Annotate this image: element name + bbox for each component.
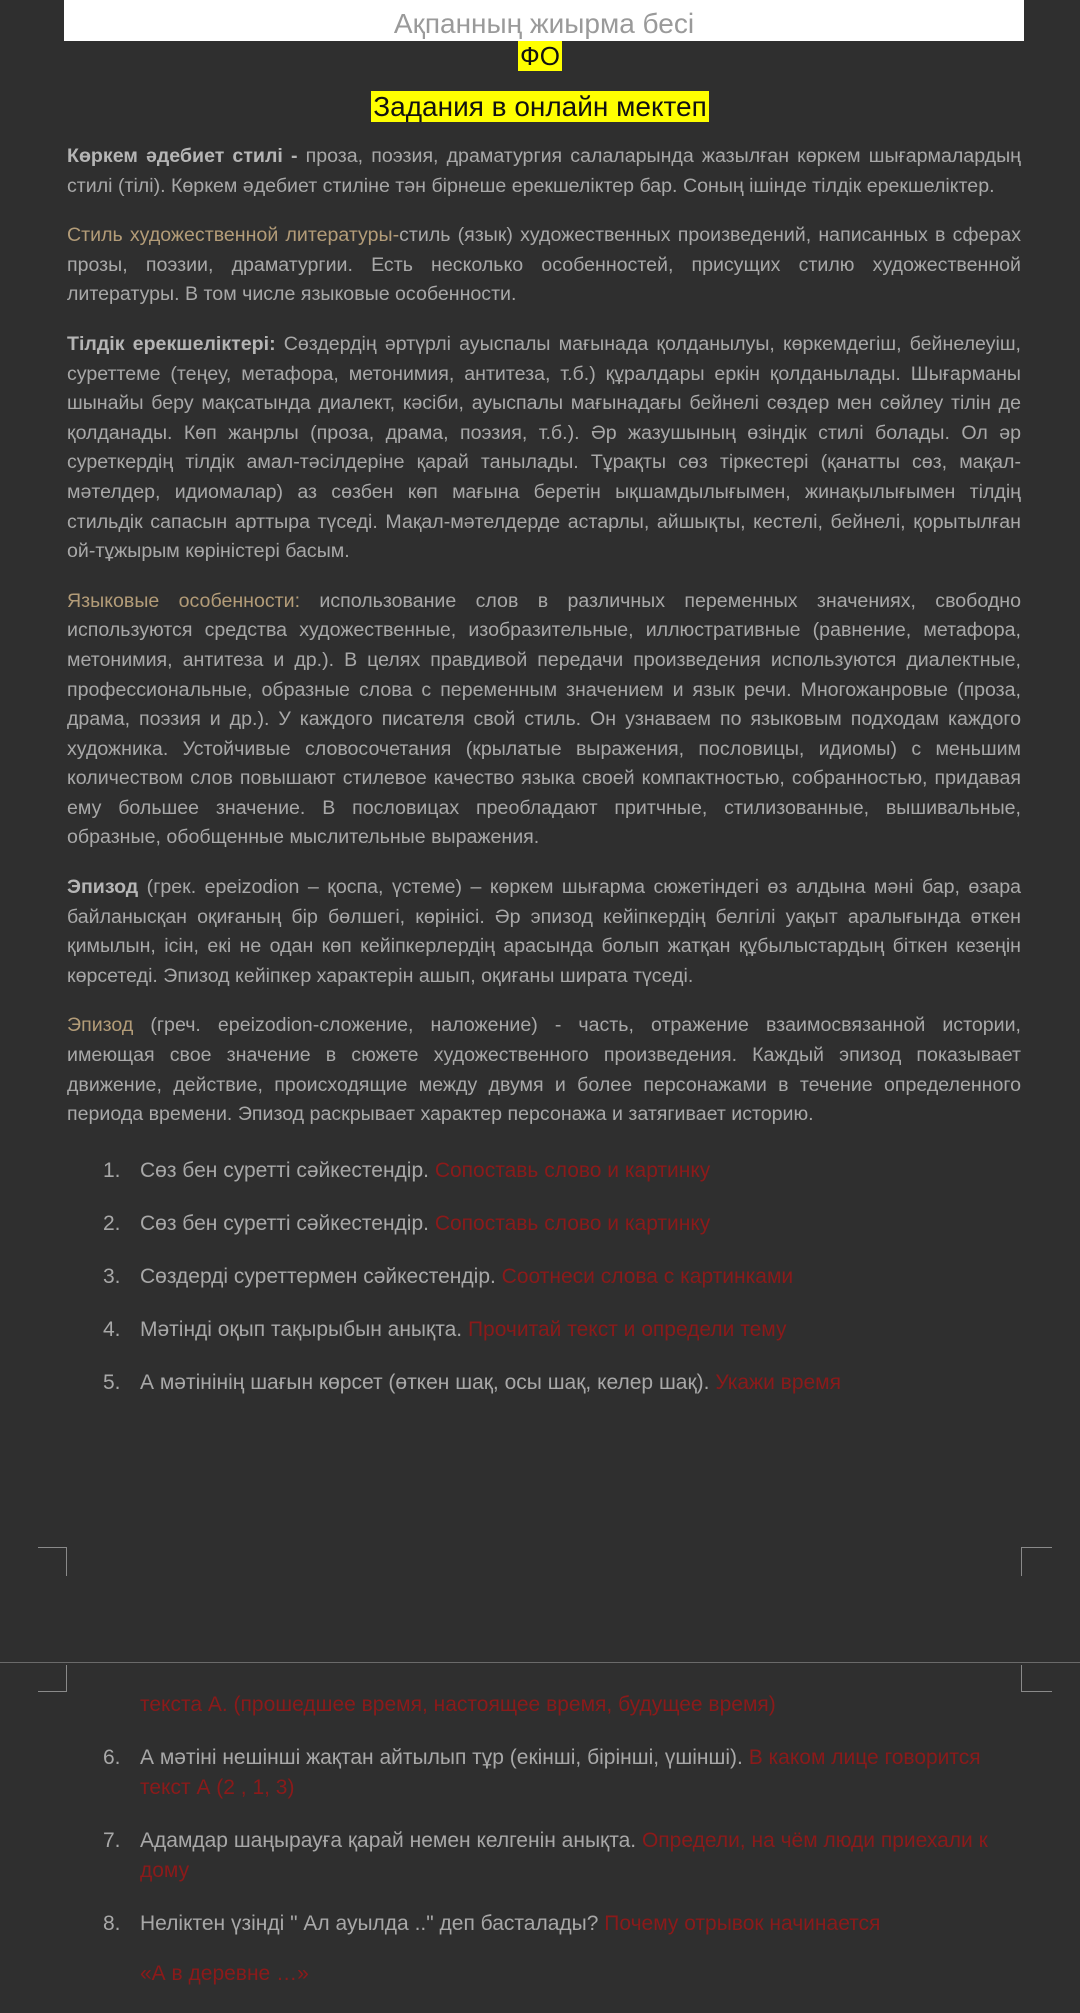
task-item: 4. Мәтінді оқып тақырыбын анықта. Прочитай текст и определи тему: [103, 1317, 787, 1341]
page-margin-corner: [38, 1665, 67, 1692]
task-list-continued: [67, 1743, 1021, 1939]
task-item: 3. Сөздерді суреттермен сәйкестендір. Соотнеси слова с картинками: [103, 1264, 794, 1288]
paragraph-lang-features-kz: Тілдік ерекшеліктері: Сөздердің әртүрлі ауыспалы мағынада қолданылуы, көркемдегіш, бейнелеуіш, суреттеме (теңеу, метафора, метонимия, антитеза, т.б.) құралдары еркін қолданылады. Шығарманы шынайы беру мақсатында диалект, кәсіби, ауыспалы мағынадағы бейнелі сөздер мен сөйлеу тілін де қолданады. Көп жанрлы (проза, драма, поэзия, т.б.). Әр жазушының өзіндік стилі болады. Ол әр суреткердің тілдік амал-тәсілдеріне қарай танылады. Тұрақты сөз тіркестері (қанатты сөз, мақал-мәтелдер, идиомалар) аз сөзбен көп мағына беретін ықшамдылығымен, жинақылығымен тілдің стильдік сапасын арттыра түседі. Мақал-мәтелдерде астарлы, айшықты, кестелі, бейнелі, қорытылған ой-тұжырым көріністері басым.: [67, 332, 1021, 563]
paragraph-style-ru: Стиль художественной литературы-стиль (язык) художественных произведений, написанных в сферах прозы, поэзии, драматургии. Есть несколько особенностей, присущих стилю художественной литературы. В том числе языковые особенности.: [67, 224, 1022, 306]
page-margin-corner: [1021, 1547, 1052, 1576]
paragraph-lang-features-ru: Языковые особенности: использование слов в различных переменных значениях, свободно используются средства художественные, изобразительные, иллюстративные (равнение, метафора, метонимия, антитеза и др.). В целях правдивой передачи произведения используются диалектные, профессиональные, образные слова с переменным значением и язык речи. Многожанровые (проза, драма, поэзия и др.). У каждого писателя свой стиль. Он узнаваем по языковым подходам каждого художника. Устойчивые словосочетания (крылатые выражения, пословицы, идиомы) с меньшим количеством слов повышают стилевое качество языка своей компактностью, собранностью, придавая ему большее значение. В пословицах преобладают притчные, стилизованные, вышивальные, образные, обобщенные мыслительные выражения.: [67, 589, 1021, 849]
task-title: Задания в онлайн мектеп: [373, 91, 707, 122]
task-5-continuation: текста А. (прошедшее время, настоящее время, будущее время): [140, 1693, 776, 1716]
task-list: [67, 1156, 1021, 1398]
page-margin-corner: [38, 1547, 67, 1576]
task-item: 8. Неліктен үзінді " Ал ауылда .." деп басталады? Почему отрывок начинается: [103, 1912, 881, 1935]
document-body-page-2: [67, 1690, 1021, 2012]
task-item: 2. Сөз бен суретті сәйкестендір. Сопоставь слово и картинку: [103, 1211, 711, 1235]
task-item: 6. А мәтіні нешінші жақтан айтылып тұр (екінші, бірінші, үшінші). В каком лице говорится текст А (2 , 1, 3): [103, 1746, 981, 1799]
page-break-divider: [0, 1662, 1080, 1663]
header-date-title: Ақпанның жиырма бесі: [393, 8, 695, 39]
task-item: 5. А мәтінінің шағын көрсет (өткен шақ, осы шақ, келер шақ). Укажи время: [103, 1370, 841, 1394]
paragraph-episode-kz: Эпизод (грек. epeizodion – қоспа, үстеме) – көркем шығарма сюжетіндегі өз алдына мәні бар, өзара байланысқан оқиғаның бір бөлшегі, көрінісі. Әр эпизод кейіпкердің белгілі уақыт аралығында өткен қимылын, ісін, екі не одан көп кейіпкерлердің арасында болып жатқан құбылыстардың біткен кезеңін көрсетеді. Эпизод кейіпкер характерін ашып, оқиғаны ширата түседі.: [67, 876, 1021, 987]
task-item: 1. Сөз бен суретті сәйкестендір. Сопоставь слово и картинку: [103, 1158, 711, 1182]
page-header: [64, 0, 1024, 41]
task-8-continuation: «А в деревне …»: [140, 1962, 309, 1985]
paragraph-episode-ru: Эпизод (греч. epeizodion-сложение, наложение) - часть, отражение взаимосвязанной истории, имеющая свое значение в сюжете художественного произведения. Каждый эпизод показывает движение, действие, происходящие между двумя и более персонажами в течение определенного периода времени. Эпизод раскрывает характер персонажа и затягивает историю.: [67, 1014, 1021, 1126]
paragraph-style-kz: Көркем әдебиет стилі - проза, поэзия, драматургия салаларында жазылған көркем шығармалардың стилі (тілі). Көркем әдебиет стиліне тән бірнеше ерекшеліктер бар. Соның ішінде тілдік ерекшеліктер.: [67, 145, 1021, 197]
page-margin-corner: [1021, 1665, 1052, 1692]
document-body: [67, 142, 1021, 1421]
fo-label: ФО: [520, 41, 560, 71]
task-item: 7. Адамдар шаңырауға қарай немен келгенін анықта. Определи, на чём люди приехали к дому: [103, 1829, 988, 1882]
